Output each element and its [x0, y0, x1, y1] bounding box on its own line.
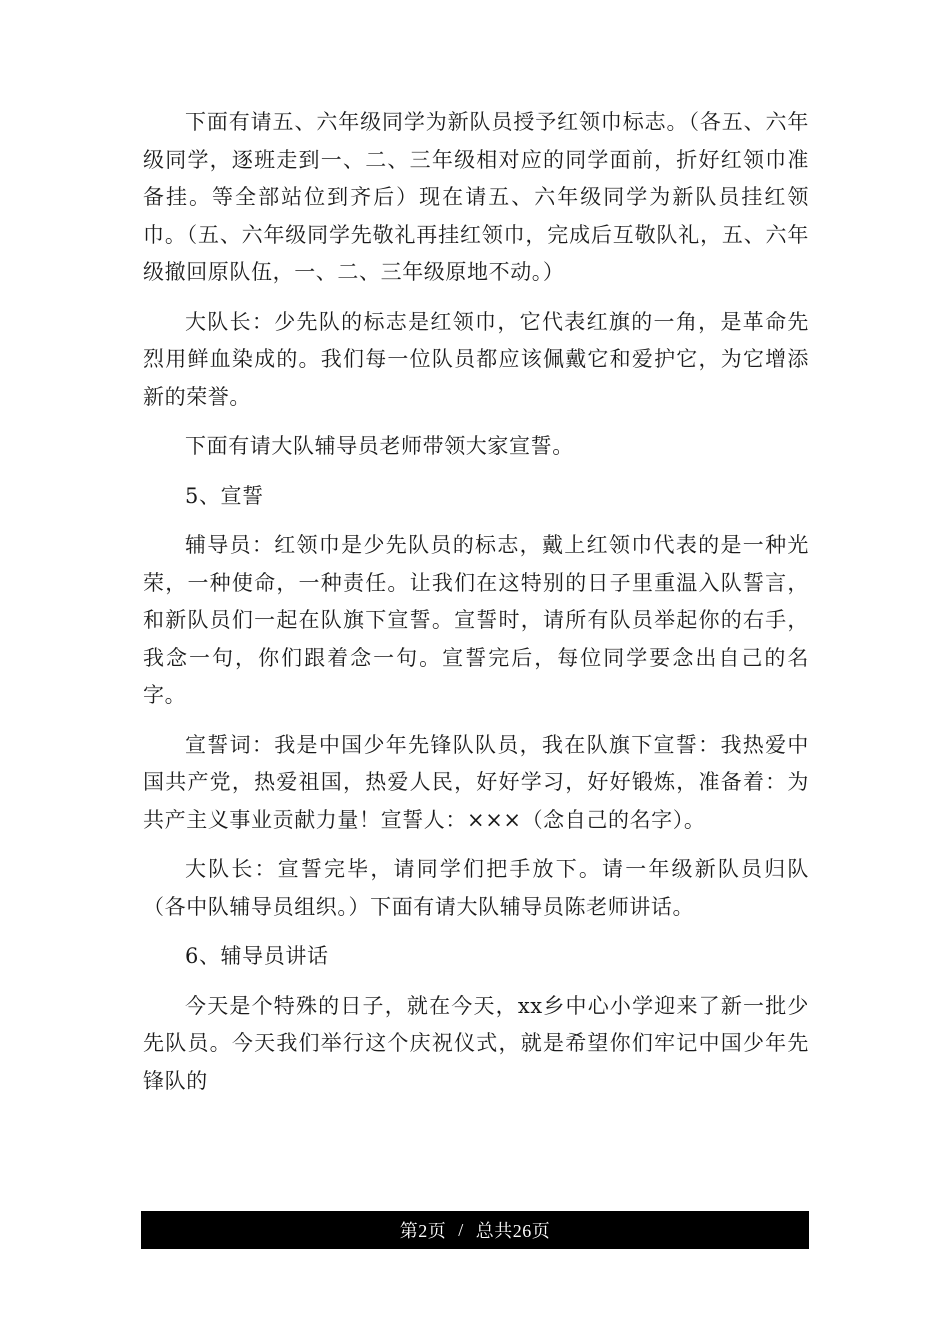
total-pages-label: 总共26页	[475, 1221, 551, 1241]
page-footer	[141, 1211, 809, 1249]
page-separator: /	[458, 1219, 464, 1240]
current-page-label: 第2页	[399, 1221, 447, 1241]
paragraph: 宣誓词：我是中国少年先锋队队员，我在队旗下宣誓：我热爱中国共产党，热爱祖国，热爱人民，好好学习，好好锻炼，准备着：为共产主义事业贡献力量！宣誓人：×××（念自己的名字）。	[143, 732, 809, 832]
paragraph: 辅导员：红领巾是少先队员的标志，戴上红领巾代表的是一种光荣，一种使命，一种责任。让我们在这特别的日子里重温入队誓言，和新队员们一起在队旗下宣誓。宣誓时，请所有队员举起你的右手，我念一句，你们跟着念一句。宣誓完后，每位同学要念出自己的名字。	[143, 533, 809, 707]
section-heading: 5、宣誓	[185, 483, 264, 508]
document-body	[143, 104, 809, 1112]
paragraph: 下面有请五、六年级同学为新队员授予红领巾标志。（各五、六年级同学，逐班走到一、二、三年级相对应的同学面前，折好红领巾准备挂。等全部站位到齐后）现在请五、六年级同学为新队员挂红领巾。（五、六年级同学先敬礼再挂红领巾，完成后互敬队礼，五、六年级撤回原队伍，一、二、三年级原地不动。）	[143, 110, 809, 284]
paragraph: 大队长：少先队的标志是红领巾，它代表红旗的一角，是革命先烈用鲜血染成的。我们每一位队员都应该佩戴它和爱护它，为它增添新的荣誉。	[143, 309, 809, 409]
paragraph: 大队长：宣誓完毕，请同学们把手放下。请一年级新队员归队（各中队辅导员组织。）下面有请大队辅导员陈老师讲话。	[143, 857, 809, 919]
section-heading: 6、辅导员讲话	[185, 944, 329, 968]
paragraph: 下面有请大队辅导员老师带领大家宣誓。	[185, 434, 574, 458]
paragraph: 今天是个特殊的日子，就在今天，xx乡中心小学迎来了新一批少先队员。今天我们举行这个庆祝仪式，就是希望你们牢记中国少年先锋队的	[143, 993, 809, 1093]
